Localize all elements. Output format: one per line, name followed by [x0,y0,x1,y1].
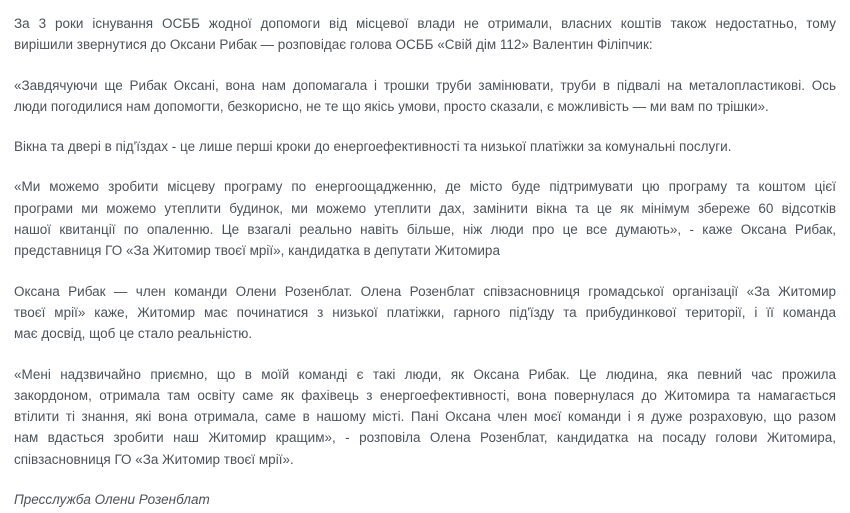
paragraph [14,136,836,157]
paragraph [14,176,836,261]
paragraph [14,281,836,345]
text-line: співзасновниця ГО «За Житомир твоєї мрії». [14,451,294,467]
press-service-attribution [14,489,836,510]
text-line: «Завдячуючи ще Рибак Оксані, вона нам допомагала і трошки труби замінювати, труби в підвалі на металопластикові. Ось [14,77,836,93]
text-line: Оксана Рибак — член команди Олени Розенблат. Олена Розенблат співзасновниця громадської організації «За Житомир [14,283,836,299]
text-line: твоєї мрії» каже, Житомир має починатися з низької платіжки, гарного під'їзду та прибудинкової території, і її команда [14,304,836,320]
text-line: «Мені надзвичайно приємно, що в моїй команді є такі люди, як Оксана Рибак. Це людина, яка певний час прожила [14,366,836,382]
text-line: закордоном, отримала там освіту саме як фахівець з енергоефективності, вона повернулася до Житомира та намагається [14,387,836,403]
paragraph [14,75,836,118]
text-line: втілити ті знання, які вона отримала, саме в нашому місті. Пані Оксана член моєї команди і я дуже розраховую, що разом [14,409,836,425]
text-line: має досвід, щоб це стало реальністю. [14,326,253,342]
text-line: вирішили звернутися до Оксани Рибак — розповідає голова ОСББ «Свій дім 112» Валентин Філіпчик: [14,37,653,53]
text-line: люди погодилися нам допомогти, безкорисно, не те що якісь умови, просто сказали, є можливість — ми вам по трішки». [14,98,769,114]
text-line: За 3 роки існування ОСББ жодної допомоги від місцевої влади не отримали, власних коштів також недостатньо, тому [14,16,836,31]
text-line: нам вдасться зробити наш Житомир кращим», - розповіла Олена Розенблат, кандидатка на посаду голови Житомира, [14,430,836,446]
text-line: «Ми можемо зробити місцеву програму по енергоощадженню, де місто буде підтримувати цю програму та коштом цієї [14,179,836,195]
text-line: програми ми можемо утеплити будинок, ми можемо утеплити дах, замінити вікна та це як мінімум збереже 60 відсотків [14,200,836,216]
text-line: Вікна та двері в під'їздах - це лише перші кроки до енергоефективності та низької платіжки за комунальні послуги. [14,139,732,155]
paragraph [14,13,836,56]
text-line: Пресслужба Олени Розенблат [14,492,210,508]
paragraph [14,364,836,470]
text-line: представниця ГО «За Житомир твоєї мрії», кандидатка в депутати Житомира [14,243,500,259]
text-line: нашої квитанції по опаленню. Це взагалі реально навіть більше, ніж люди про це все думають», - каже Оксана Рибак, [14,222,836,238]
